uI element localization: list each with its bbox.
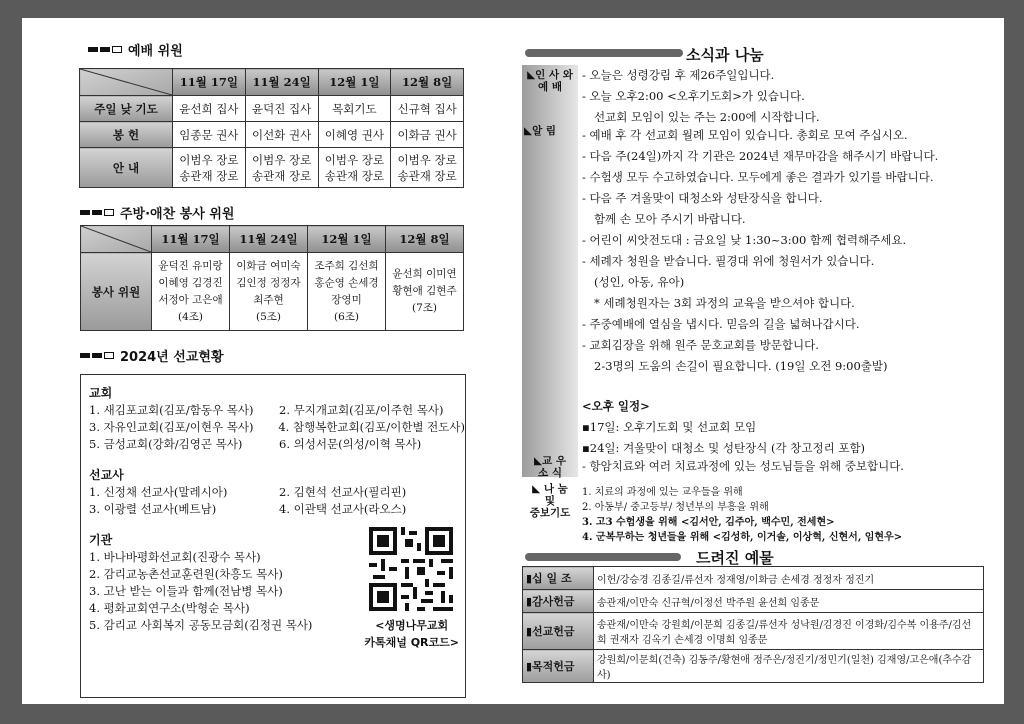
- date-header: 12월 1일: [308, 226, 386, 253]
- news-line: - 항암치료와 여러 치료과정에 있는 성도님들을 위해 중보합니다.: [582, 459, 904, 473]
- prayer-line: 4. 군복무하는 청년들을 위해 <김성하, 이거솔, 이상혁, 신현서, 임현우>: [582, 532, 903, 543]
- schedule-heading: <오후 일정>: [582, 399, 650, 413]
- table-cell: 윤선희 이미연 황현애 김현주 (7조): [386, 253, 464, 331]
- news-line: 함께 손 모아 주시기 바랍니다.: [594, 212, 746, 226]
- table-cell: 이범우 장로 송관재 장로: [391, 148, 464, 188]
- list-item: 1. 바나바평화선교회(진광수 목사): [89, 550, 261, 564]
- offering-names: 송관재/이만숙 신규혁/이정선 박주원 윤선희 임종문: [594, 590, 984, 613]
- worship-section-title: 예배 위원: [88, 40, 183, 59]
- kitchen-section-title: 주방·애찬 봉사 위원: [80, 203, 234, 222]
- mission-section-title: 2024년 선교현황: [80, 346, 224, 365]
- table-cell: 윤덕진 유미랑 이혜영 김경진 서정아 고은애 (4조): [152, 253, 230, 331]
- table-cell: 임종문 권사: [173, 122, 246, 148]
- table-cell: 이선화 권사: [245, 122, 318, 148]
- news-line: - 다음 주(24일)까지 각 기관은 2024년 재무마감을 해주시기 바랍니다.: [582, 149, 939, 163]
- news-line: - 다음 주 겨울맞이 대청소와 성탄장식을 합니다.: [582, 191, 823, 205]
- list-item: 2. 감리교농촌선교훈련원(차흥도 목사): [89, 567, 283, 581]
- news-line: ▪17일: 오후기도회 및 선교회 모임: [582, 420, 757, 434]
- table-cell: 이화금 권사: [391, 122, 464, 148]
- list-item: 3. 자유인교회(김포/이현우 목사) 4. 참행복한교회(김포/이한별 전도사): [89, 420, 465, 434]
- title-bar: [525, 49, 683, 57]
- news-line: - 세례자 청원을 받습니다. 필경대 위에 청원서가 있습니다.: [582, 254, 875, 268]
- date-header: 11월 24일: [245, 69, 318, 96]
- offering-label: ▮목적헌금: [523, 650, 594, 683]
- list-item: 3. 이광렬 선교사(베트남) 4. 이관택 선교사(라오스): [89, 502, 407, 516]
- date-header: 12월 1일: [318, 69, 391, 96]
- category-label: ◣ 나 눔 및 중보기도: [529, 483, 571, 519]
- date-header: 11월 17일: [152, 226, 230, 253]
- table-cell: 목회기도: [318, 96, 391, 122]
- news-panel: [522, 65, 984, 543]
- date-header: 11월 17일: [173, 69, 246, 96]
- table-cell: 윤선희 집사: [173, 96, 246, 122]
- table-cell: 윤덕진 집사: [245, 96, 318, 122]
- list-item: 3. 고난 받는 이들과 함께(전남병 목사): [89, 584, 283, 598]
- category-label: ◣알 림: [524, 125, 557, 137]
- news-line: (성인, 아동, 유아): [594, 275, 685, 289]
- news-line: - 오늘은 성령강림 후 제26주일입니다.: [582, 68, 775, 82]
- table-cell: 이범우 장로 송관재 장로: [318, 148, 391, 188]
- news-line: - 교회김장을 위해 원주 문호교회를 방문합니다.: [582, 338, 819, 352]
- section-bullets-icon: [80, 352, 114, 359]
- row-label: 안 내: [80, 148, 173, 188]
- table-corner: [80, 69, 173, 96]
- qr-caption: <생명나무교회 카톡채널 QR코드>: [364, 619, 459, 649]
- news-line: 선교회 모임이 있는 주는 2:00에 시작합니다.: [594, 110, 820, 124]
- churches-heading: 교회: [89, 386, 113, 400]
- row-label: 봉 헌: [80, 122, 173, 148]
- title-bar: [525, 553, 681, 561]
- kitchen-table: [80, 225, 464, 331]
- section-bullets-icon: [80, 209, 114, 216]
- news-line: 2-3명의 도움의 손길이 필요합니다. (19일 오전 9:00출발): [594, 359, 888, 373]
- offering-names: 이헌/강승경 김종길/류선자 정재영/이화금 손세경 정정자 정진기: [594, 567, 984, 590]
- qr-code-icon[interactable]: [369, 527, 453, 611]
- category-label: ◣교 우 소 식: [533, 455, 567, 479]
- table-cell: 이범우 장로 송관재 장로: [173, 148, 246, 188]
- row-label: 봉사 위원: [81, 253, 152, 331]
- table-cell: 이화금 여미숙 김인정 정정자 최주현 (5조): [230, 253, 308, 331]
- missionaries-heading: 선교사: [89, 468, 124, 482]
- table-cell: 이혜영 권사: [318, 122, 391, 148]
- offering-label: ▮선교헌금: [523, 613, 594, 650]
- offering-label: ▮십 일 조: [523, 567, 594, 590]
- news-title: 소식과 나눔: [686, 46, 764, 64]
- bulletin-sheet: [22, 18, 1004, 704]
- offering-label: ▮감사헌금: [523, 590, 594, 613]
- offering-names: 강원희/이문희(건축) 김동주/황현애 정주은/정진기/정민기(일천) 김재영/고은애(추수감사): [594, 650, 984, 683]
- prayer-line: 1. 치료의 과정에 있는 교우들을 위해: [582, 487, 743, 498]
- table-corner: [81, 226, 152, 253]
- table-cell: 조주희 김선희 홍순영 손세경 장영미 (6조): [308, 253, 386, 331]
- offerings-table: [522, 566, 984, 683]
- news-line: - 예배 후 각 선교회 월례 모임이 있습니다. 총회로 모여 주십시오.: [582, 128, 908, 142]
- table-cell: 신규혁 집사: [391, 96, 464, 122]
- orgs-heading: 기관: [89, 533, 113, 547]
- offering-names: 송관재/이만숙 강원희/이문희 김종길/류선자 성낙원/김경진 이경화/김수복 이용주/김선희 권재자 김옥기 손세경 이명희 임종문: [594, 613, 984, 650]
- category-label: ◣인 사 와 예 배: [527, 69, 573, 93]
- mission-box: [80, 374, 466, 698]
- list-item: 4. 평화교회연구소(박형순 목사): [89, 601, 250, 615]
- date-header: 12월 8일: [386, 226, 464, 253]
- offerings-title: 드려진 예물: [696, 549, 774, 567]
- list-item: 5. 금성교회(강화/김영곤 목사) 6. 의성서문(의성/이혁 목사): [89, 437, 422, 451]
- section-bullets-icon: [88, 46, 122, 53]
- news-line: * 세례청원자는 3회 과정의 교육을 받으셔야 합니다.: [594, 296, 855, 310]
- worship-table: [79, 68, 464, 188]
- table-cell: 이범우 장로 송관재 장로: [245, 148, 318, 188]
- list-item: 1. 신정채 선교사(말레시아) 2. 김현석 선교사(필리핀): [89, 485, 407, 499]
- prayer-line: 3. 고3 수험생을 위해 <김서안, 김주아, 백수민, 전세현>: [582, 517, 835, 528]
- list-item: 5. 감리교 사회복지 공동모금회(김정권 목사): [89, 618, 313, 632]
- news-line: - 주중예배에 열심을 냅시다. 믿음의 길을 넓혀나갑시다.: [582, 317, 860, 331]
- row-label: 주일 낮 기도: [80, 96, 173, 122]
- news-line: - 오늘 오후2:00 <오후기도회>가 있습니다.: [582, 89, 805, 103]
- prayer-line: 2. 아동부/ 중고등부/ 청년부의 부흥을 위해: [582, 502, 769, 513]
- date-header: 12월 8일: [391, 69, 464, 96]
- news-line: - 수험생 모두 수고하였습니다. 모두에게 좋은 결과가 있기를 바랍니다.: [582, 170, 934, 184]
- news-line: - 어린이 씨앗전도대 : 금요일 낮 1:30~3:00 함께 협력해주세요.: [582, 233, 907, 247]
- date-header: 11월 24일: [230, 226, 308, 253]
- news-line: ▪24일: 겨울맞이 대청소 및 성탄장식 (각 창고정리 포함): [582, 441, 866, 455]
- list-item: 1. 새김포교회(김포/함동우 목사) 2. 무지개교회(김포/이주헌 목사): [89, 403, 444, 417]
